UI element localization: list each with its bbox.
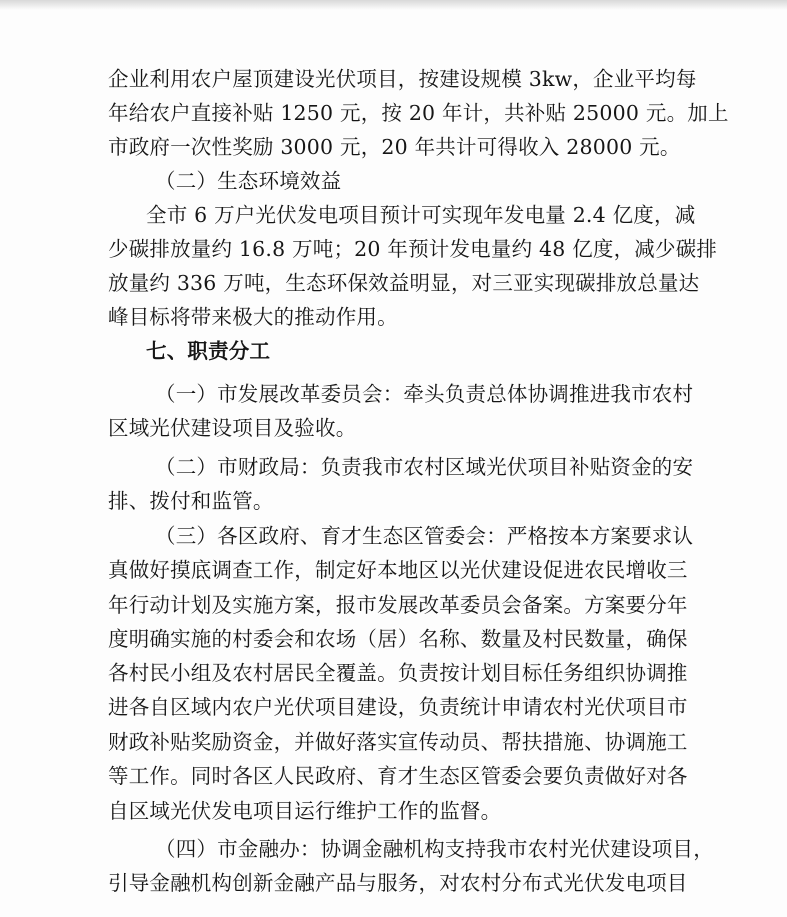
text-line: 全市 6 万户光伏发电项目预计可实现年发电量 2.4 亿度，减 [146, 203, 696, 227]
text-line: 少碳排放量约 16.8 万吨；20 年预计发电量约 48 亿度，减少碳排 [108, 237, 718, 261]
text-line: 峰目标将带来极大的推动作用。 [108, 305, 398, 329]
chapter-heading: 七、职责分工 [146, 339, 271, 363]
text-line: （一）市发展改革委员会：牵头负责总体协调推进我市农村 [155, 382, 694, 406]
text-line: （三）各区政府、育才生态区管委会：严格按本方案要求认 [155, 524, 694, 548]
text-line: 度明确实施的村委会和农场（居）名称、数量及村民数量，确保 [108, 627, 688, 651]
text-line: 各村民小组及农村居民全覆盖。负责按计划目标任务组织协调推 [108, 661, 688, 685]
text-line: 真做好摸底调查工作，制定好本地区以光伏建设促进农民增收三 [108, 558, 688, 582]
text-line: 年给农户直接补贴 1250 元，按 20 年计，共补贴 25000 元。加上 [108, 101, 729, 125]
text-line: 市政府一次性奖励 3000 元，20 年共计可得收入 28000 元。 [108, 135, 681, 159]
text-line: 财政补贴奖励资金，并做好落实宣传动员、帮扶措施、协调施工 [108, 730, 688, 754]
text-line: 放量约 336 万吨，生态环保效益明显，对三亚实现碳排放总量达 [108, 271, 700, 295]
text-line: 排、拨付和监管。 [108, 489, 274, 513]
section-heading: （二）生态环境效益 [155, 169, 342, 193]
text-line: 引导金融机构创新金融产品与服务，对农村分布式光伏发电项目 [108, 871, 688, 895]
text-line: 进各自区域内农户光伏项目建设，负责统计申请农村光伏项目市 [108, 695, 688, 719]
text-line: （二）市财政局：负责我市农村区域光伏项目补贴资金的安 [155, 455, 694, 479]
text-line: 企业利用农户屋顶建设光伏项目，按建设规模 3kw，企业平均每 [108, 67, 697, 91]
text-line: 区域光伏建设项目及验收。 [108, 416, 357, 440]
text-line: （四）市金融办：协调金融机构支持我市农村光伏建设项目， [155, 837, 714, 861]
text-line: 等工作。同时各区人民政府、育才生态区管委会要负责做好对各 [108, 764, 688, 788]
text-line: 年行动计划及实施方案，报市发展改革委员会备案。方案要分年 [108, 593, 688, 617]
text-line: 自区域光伏发电项目运行维护工作的监督。 [108, 799, 502, 823]
